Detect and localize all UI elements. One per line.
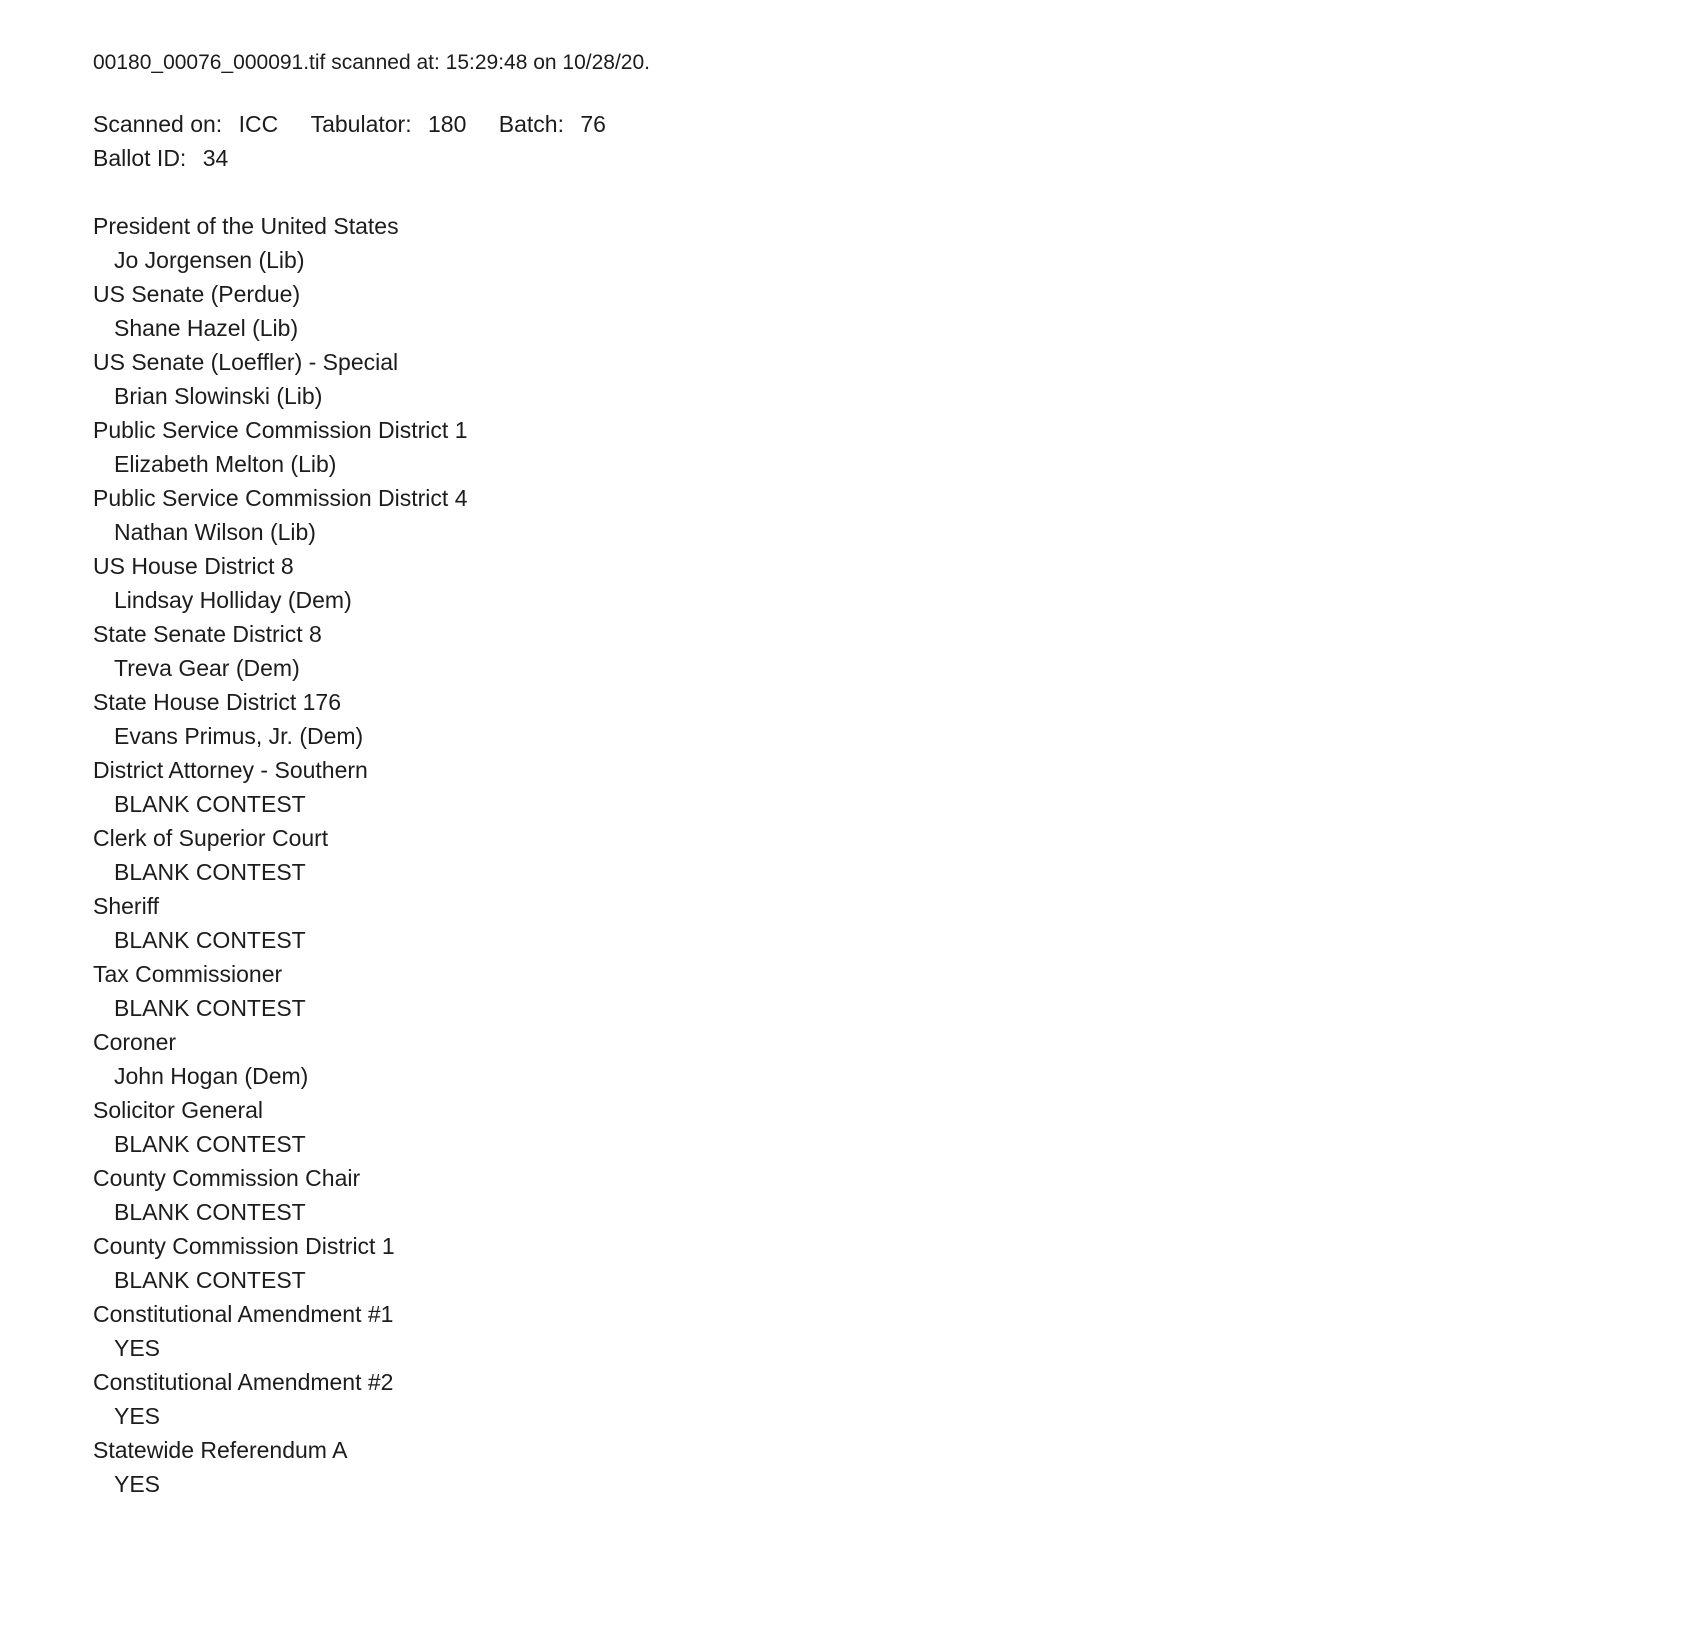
contest-row <box>93 549 1665 617</box>
contest-row <box>93 821 1665 889</box>
contest-row <box>93 753 1665 821</box>
ballot-id-field <box>93 141 228 175</box>
contest-title: Tax Commissioner <box>93 961 283 987</box>
contest-row <box>93 345 1665 413</box>
contest-title: US Senate (Loeffler) - Special <box>93 349 399 375</box>
contest-row <box>93 957 1665 1025</box>
contest-row <box>93 413 1665 481</box>
tabulator-value: 180 <box>427 111 467 137</box>
contest-title: State House District 176 <box>93 689 342 715</box>
contest-selection: BLANK CONTEST <box>114 1131 306 1157</box>
tabulator-field <box>311 107 467 141</box>
contest-selection: BLANK CONTEST <box>114 791 306 817</box>
scan-meta-line <box>93 107 1665 141</box>
contest-title: Coroner <box>93 1029 177 1055</box>
contest-title: Public Service Commission District 1 <box>93 417 468 443</box>
contest-row <box>93 685 1665 753</box>
contest-selection: BLANK CONTEST <box>114 1267 306 1293</box>
contest-selection: BLANK CONTEST <box>114 1199 306 1225</box>
contest-selection: Lindsay Holliday (Dem) <box>114 587 352 613</box>
contest-selection: Jo Jorgensen (Lib) <box>114 247 305 273</box>
contest-selection: John Hogan (Dem) <box>114 1063 309 1089</box>
contest-title: US Senate (Perdue) <box>93 281 301 307</box>
contest-title: President of the United States <box>93 213 399 239</box>
contest-selection: Brian Slowinski (Lib) <box>114 383 323 409</box>
contest-row <box>93 1433 1665 1501</box>
scan-filename-line: 00180_00076_000091.tif scanned at: 15:29:48 on 10/28/20. <box>93 51 650 74</box>
contest-title: Sheriff <box>93 893 160 919</box>
ballot-id-label: Ballot ID: <box>93 145 187 171</box>
contest-selection: BLANK CONTEST <box>114 859 306 885</box>
contest-title: Solicitor General <box>93 1097 264 1123</box>
contest-row <box>93 1161 1665 1229</box>
contest-selection: BLANK CONTEST <box>114 927 306 953</box>
contest-selection: Shane Hazel (Lib) <box>114 315 299 341</box>
contest-row <box>93 617 1665 685</box>
contest-title: District Attorney - Southern <box>93 757 368 783</box>
contest-title: Constitutional Amendment #1 <box>93 1301 394 1327</box>
contest-selection: YES <box>114 1403 161 1429</box>
contest-selection: YES <box>114 1335 161 1361</box>
contest-row <box>93 481 1665 549</box>
contest-selection: Elizabeth Melton (Lib) <box>114 451 337 477</box>
batch-value: 76 <box>580 111 606 137</box>
scanned-on-value: ICC <box>238 111 279 137</box>
ballot-id-value: 34 <box>202 145 229 171</box>
scanned-on-label: Scanned on: <box>93 111 223 137</box>
contest-row <box>93 889 1665 957</box>
batch-field <box>499 107 606 141</box>
contest-title: Public Service Commission District 4 <box>93 485 468 511</box>
contest-row <box>93 1365 1665 1433</box>
contest-row <box>93 1093 1665 1161</box>
contest-title: Constitutional Amendment #2 <box>93 1369 394 1395</box>
contest-selection: Nathan Wilson (Lib) <box>114 519 316 545</box>
contest-title: Clerk of Superior Court <box>93 825 329 851</box>
contest-title: County Commission Chair <box>93 1165 361 1191</box>
contest-selection: BLANK CONTEST <box>114 995 306 1021</box>
contest-list <box>93 209 1665 1501</box>
contest-title: Statewide Referendum A <box>93 1437 348 1463</box>
contest-title: County Commission District 1 <box>93 1233 395 1259</box>
contest-row <box>93 1297 1665 1365</box>
contest-row <box>93 209 1665 277</box>
contest-row <box>93 1025 1665 1093</box>
contest-title: State Senate District 8 <box>93 621 322 647</box>
contest-selection: Evans Primus, Jr. (Dem) <box>114 723 364 749</box>
tabulator-label: Tabulator: <box>310 111 412 137</box>
contest-title: US House District 8 <box>93 553 294 579</box>
ballot-id-line <box>93 141 1665 175</box>
scanned-on-field <box>93 107 278 141</box>
contest-row <box>93 1229 1665 1297</box>
contest-row <box>93 277 1665 345</box>
contest-selection: YES <box>114 1471 161 1497</box>
batch-label: Batch: <box>498 111 564 137</box>
contest-selection: Treva Gear (Dem) <box>114 655 300 681</box>
